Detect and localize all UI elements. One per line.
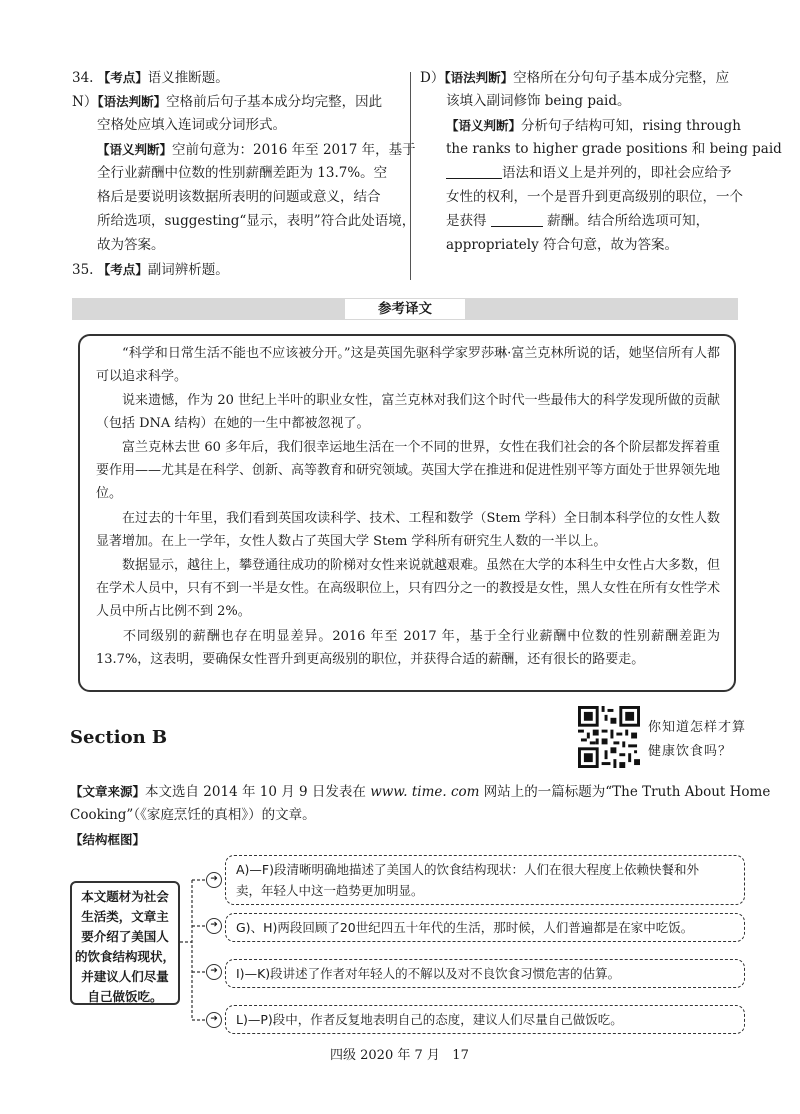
text-line: 女性的权利，一个是晋升到更高级别的职位，一个 [446,189,743,205]
structure-box-line: L)—P)段中，作者反复地表明自己的态度，建议人们尽量自己做饭吃。 [236,1012,623,1027]
q34-line [72,66,229,91]
q34-type: 语义推断题。 [147,70,229,86]
grammar-text: 空格前后句子基本成分均完整，因此 [166,94,383,110]
footer-text: 四级 2020 年 7 月 [330,1048,440,1063]
text-line [446,210,709,234]
semantic-text: 分析句子结构可知，rising through [521,118,741,134]
paragraph-text: 说来遗憾，作为 20 世纪上半叶的职业女性，富兰克林对我们这个时代一些最伟大的科学发现所做的贡献（包括 DNA 结构）在她的一生中都被忽视了。 [96,393,720,432]
translation-title: 参考译文 [345,299,465,319]
text-line: 全行业薪酬中位数的性别薪酬差距为 13.7%。空 [97,165,388,181]
paragraph-text: 富兰克林去世 60 多年后，我们很幸运地生活在一个不同的世界，女性在我们社会的各个阶层都发挥着重要作用——尤其是在科学、创新、高等教育和研究领域。英国大学在推进和促进性别平等方面处于世界领先地位。 [96,440,721,502]
structure-box [225,855,745,905]
summary-box [70,881,180,1005]
structure-box [225,959,745,988]
q35-line [72,258,229,283]
text-line [446,162,732,186]
option-n-line [72,90,382,115]
text-line-content: 语法和语义上是并列的，即社会应给予 [502,165,732,181]
paragraph-text: 不同级别的薪酬也存在明显差异。2016 年至 2017 年，基于全行业薪酬中位数的性别薪酬差距为 13.7%，这表明，要确保女性晋升到更高级别的职位，并获得合适的薪酬，还有很长的路要走。 [96,629,720,668]
column-divider [410,72,411,280]
answer-blank [491,212,543,227]
qr-code-icon[interactable] [578,706,640,768]
summary-line: 并建议人们尽量 [81,969,169,984]
tag-structure: 【结构框图】 [70,832,146,847]
section-b-heading: Section B [70,727,168,748]
source-line [70,780,770,805]
q34-number: 34. [72,70,94,86]
structure-box-line: I)—K)段讲述了作者对年轻人的不解以及对不良饮食习惯危害的估算。 [236,966,621,981]
option-label-d: D） [420,70,445,86]
paragraph-text: “科学和日常生活不能也不应该被分开。”这是英国先驱科学家罗莎琳·富兰克林所说的话，她坚信所有人都可以追求科学。 [96,346,720,385]
qr-caption-line: 健康饮食吗？ [648,744,733,759]
structure-tag [70,828,145,853]
text-line: 该填入副词修饰 being paid。 [446,93,631,109]
translation-paragraph [96,554,720,624]
source-site: www. time. com [370,784,480,800]
summary-line: 本文题材为社会 [81,889,169,904]
translation-paragraph [96,342,720,388]
q35-type: 副词辨析题。 [147,262,229,278]
semantic-line [97,138,416,163]
option-label-n: N） [72,94,98,110]
tag-kaodian: 【考点】 [97,262,148,277]
summary-line: 要介绍了美国人 [81,929,169,944]
text-line: 空格处应填入连词或分词形式。 [97,117,286,133]
tag-kaodian: 【考点】 [97,70,148,85]
connector-lines [180,860,230,1030]
text-line: 格后是要说明该数据所表明的问题或意义，结合 [97,189,381,205]
summary-line: 自己做饭吃。 [87,989,163,1004]
translation-box [78,334,736,692]
structure-box-line: 卖，年轻人中这一趋势更加明显。 [236,883,424,898]
arrow-right-icon: ➜ [206,918,222,934]
paragraph-text: 数据显示，越往上，攀登通往成功的阶梯对女性来说就越艰难。虽然在大学的本科生中女性占大多数，但在学术人员中，只有不到一半是女性。在高级职位上，只有四分之一的教授是女性，黑人女性在所有女性学术人员中所占比例不到 2%。 [96,558,721,620]
tag-source: 【文章来源】 [70,784,146,799]
grammar-text: 空格所在分句句子基本成分完整，应 [513,70,730,86]
translation-paragraph [96,625,720,671]
text-line-content: 薪酬。结合所给选项可知， [547,213,710,229]
answer-blank [446,164,502,179]
tag-grammar: 【语法判断】 [97,94,167,109]
translation-paragraph [96,436,720,506]
summary-line: 的饮食结构现状， [74,949,175,964]
translation-paragraph [96,389,720,435]
tag-grammar: 【语法判断】 [444,70,514,85]
summary-line: 生活类，文章主 [81,909,169,924]
arrow-right-icon: ➜ [206,1012,222,1028]
source-text: 本文选自 2014 年 10 月 9 日发表在 [145,784,371,800]
page-number: 17 [452,1048,469,1063]
structure-box [225,1005,745,1034]
source-text: 网站上的一篇标题为“The Truth About Home [479,784,771,800]
paragraph-text: 在过去的十年里，我们看到英国攻读科学、技术、工程和数学（Stem 学科）全日制本科学位的女性人数显著增加。在上一学年，女性人数占了英国大学 Stem 学科所有研究生人数的一半以上。 [96,511,720,550]
semantic-text: 空前句意为：2016 年至 2017 年，基于 [172,142,416,158]
q35-number: 35. [72,262,94,278]
translation-paragraph [96,507,720,553]
qr-caption-line: 你知道怎样才算 [648,720,747,735]
text-line: 所给选项，suggesting“显示，表明”符合此处语境， [97,213,416,229]
structure-box-line: G)、H)两段回顾了20世纪四五十年代的生活，那时候，人们普遍都是在家中吃饭。 [236,920,694,935]
source-line: Cooking”（《家庭烹饪的真相》）的文章。 [70,807,316,823]
tag-semantic: 【语义判断】 [446,118,522,133]
option-d-line [420,66,729,91]
arrow-right-icon: ➜ [206,872,222,888]
tag-semantic: 【语义判断】 [97,142,173,157]
arrow-right-icon: ➜ [206,964,222,980]
semantic-line [446,114,741,139]
text-line: appropriately 符合句意，故为答案。 [446,237,679,253]
text-line: 故为答案。 [97,237,165,253]
text-line-content: 是获得 [446,213,487,229]
structure-box-line: A)—F)段清晰明确地描述了美国人的饮食结构现状：人们在很大程度上依赖快餐和外 [236,862,699,877]
structure-box [225,913,745,942]
text-line: the ranks to higher grade positions 和 being paid [446,141,782,157]
page-footer [330,1044,469,1063]
